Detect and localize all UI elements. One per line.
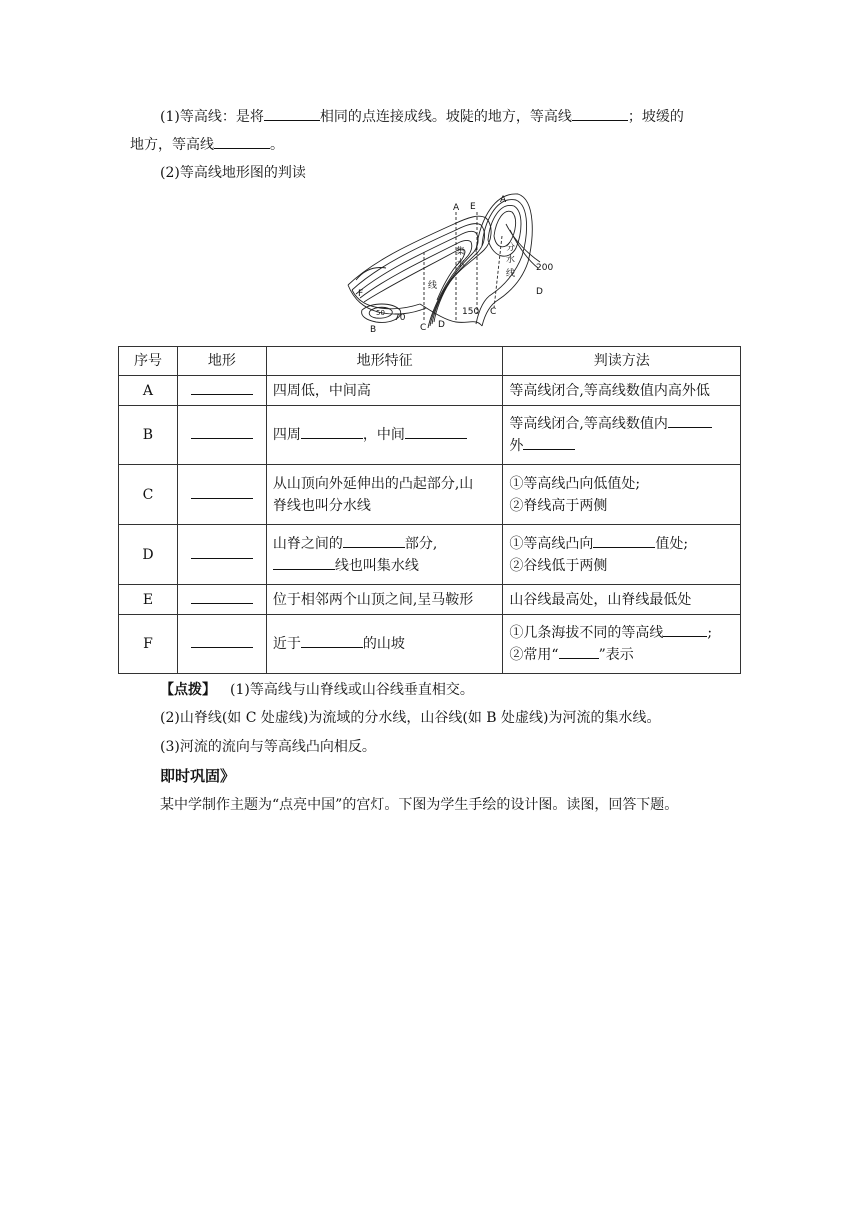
map-label: 水: [456, 259, 466, 269]
method-text: ①几条海拔不同的等高线: [509, 625, 664, 641]
row-feature: [266, 406, 503, 465]
tips-line-1: [160, 680, 474, 700]
method-text: ①等高线凸向: [509, 535, 594, 552]
tips-line-3: (3)河流的流向与等高线凸向相反。: [160, 739, 376, 755]
row-id: B: [119, 406, 178, 465]
intro-text: 相同的点连接成线。坡陡的地方，等高线: [319, 109, 572, 125]
row-method: [503, 465, 741, 525]
row-method: [503, 376, 741, 406]
answer-blank[interactable]: [663, 622, 707, 637]
map-label: 150: [462, 307, 480, 317]
intro-text: (1)等高线：是将: [160, 109, 264, 125]
row-feature: [266, 615, 503, 674]
feature-text: 的山坡: [362, 636, 405, 652]
answer-blank[interactable]: [191, 589, 253, 604]
map-label: E: [470, 202, 476, 212]
landform-table: [118, 346, 741, 674]
contour-line: [494, 211, 516, 247]
map-label: C: [420, 323, 427, 333]
map-label: C: [490, 307, 497, 317]
intro-text: ；坡缓的: [627, 109, 684, 125]
map-label: A: [500, 195, 507, 205]
answer-blank[interactable]: [523, 435, 575, 450]
answer-blank[interactable]: [572, 106, 628, 121]
table-header: 判读方法: [503, 347, 741, 376]
answer-blank[interactable]: [273, 555, 335, 570]
row-method: [503, 615, 741, 674]
feature-text: 从山顶向外延伸出的凸起部分,山: [272, 475, 474, 492]
row-id: F: [119, 615, 178, 674]
map-label: 70: [394, 313, 406, 323]
table-row: [119, 525, 741, 585]
feature-text: 脊线也叫分水线: [272, 497, 371, 514]
row-id: A: [119, 376, 178, 406]
answer-blank[interactable]: [301, 633, 363, 648]
feature-text: 近于: [272, 636, 301, 652]
map-label: 分: [506, 243, 516, 253]
feature-text: 位于相邻两个山顶之间,呈马鞍形: [272, 591, 474, 608]
table-header-row: [119, 347, 741, 376]
method-text: ②常用“: [509, 647, 559, 663]
answer-blank[interactable]: [191, 484, 253, 499]
answer-blank[interactable]: [593, 533, 655, 548]
answer-blank[interactable]: [301, 424, 363, 439]
feature-text: 部分,: [404, 535, 438, 552]
method-text: 等高线闭合,等高线数值内: [509, 416, 668, 432]
map-label: A: [453, 203, 460, 213]
answer-blank[interactable]: [214, 134, 270, 149]
map-label: D: [536, 287, 543, 297]
practice-heading-text: 即时巩固: [160, 767, 221, 785]
practice-heading: [160, 766, 229, 786]
section-heading: (2)等高线地形图的判读: [160, 165, 306, 181]
contour-line: [476, 194, 532, 326]
method-text: 值处;: [655, 535, 689, 552]
intro-text: 。: [270, 137, 284, 153]
map-label: 水: [506, 255, 516, 265]
feature-text: 四周低，中间高: [272, 382, 371, 399]
answer-blank[interactable]: [191, 544, 253, 559]
feature-text: 山脊之间的: [272, 535, 343, 552]
method-text: ②脊线高于两侧: [509, 497, 608, 514]
row-id: D: [119, 525, 178, 585]
method-text: 等高线闭合,等高线数值内高外低: [509, 382, 710, 399]
table-header: 序号: [119, 347, 178, 376]
tips-line-2: (2)山脊线(如 C 处虚线)为流域的分水线，山谷线(如 B 处虚线)为河流的集水线。: [160, 710, 661, 726]
intro-text: 地方，等高线: [130, 137, 214, 153]
answer-blank[interactable]: [668, 413, 712, 428]
contour-map-figure: [334, 190, 554, 340]
method-text: ①等高线凸向低值处;: [509, 475, 641, 492]
row-id: C: [119, 465, 178, 525]
tips-label: 【点拨】: [160, 682, 216, 698]
method-text: 外: [509, 438, 524, 454]
row-method: [503, 585, 741, 615]
map-label: B: [370, 325, 377, 335]
row-method: [503, 525, 741, 585]
answer-blank[interactable]: [405, 424, 467, 439]
feature-text: ，中间: [362, 427, 405, 443]
method-text: ②谷线低于两侧: [509, 557, 608, 574]
row-method: [503, 406, 741, 465]
table-row: [119, 465, 741, 525]
answer-blank[interactable]: [559, 644, 599, 659]
answer-blank[interactable]: [191, 424, 253, 439]
answer-blank[interactable]: [343, 533, 405, 548]
table-header: 地形: [177, 347, 266, 376]
feature-text: 四周: [272, 427, 301, 443]
map-label: 线: [428, 281, 438, 291]
table-row: [119, 615, 741, 674]
answer-blank[interactable]: [264, 106, 320, 121]
row-feature: [266, 585, 503, 615]
answer-blank[interactable]: [191, 380, 253, 395]
table-row: [119, 585, 741, 615]
map-label: 线: [506, 269, 516, 279]
method-text: 山谷线最高处，山脊线最低处: [509, 591, 692, 608]
map-label: 200: [536, 263, 554, 273]
answer-blank[interactable]: [191, 633, 253, 648]
row-feature: [266, 376, 503, 406]
row-id: E: [119, 585, 178, 615]
map-label: 集: [456, 247, 466, 257]
practice-question: 某中学制作主题为“点亮中国”的宫灯。下图为学生手绘的设计图。读图，回答下题。: [160, 797, 679, 813]
contour-line: [476, 200, 527, 324]
valley-line: [494, 236, 502, 308]
map-label: D: [438, 320, 445, 330]
intro-line-1: [160, 106, 684, 127]
contour-line: [356, 231, 478, 326]
double-chevron-icon: 》: [220, 767, 230, 785]
row-feature: [266, 525, 503, 585]
table-row: [119, 376, 741, 406]
table-header: 地形特征: [266, 347, 503, 376]
table-row: [119, 406, 741, 465]
tips-text: (1)等高线与山脊线或山谷线垂直相交。: [230, 682, 474, 698]
method-text: ”表示: [598, 647, 634, 663]
row-feature: [266, 465, 503, 525]
map-label: F: [358, 289, 364, 299]
method-text: ;: [707, 625, 713, 641]
intro-line-2: [130, 134, 284, 155]
feature-text: 线也叫集水线: [334, 557, 419, 574]
map-label: 50: [376, 309, 385, 317]
